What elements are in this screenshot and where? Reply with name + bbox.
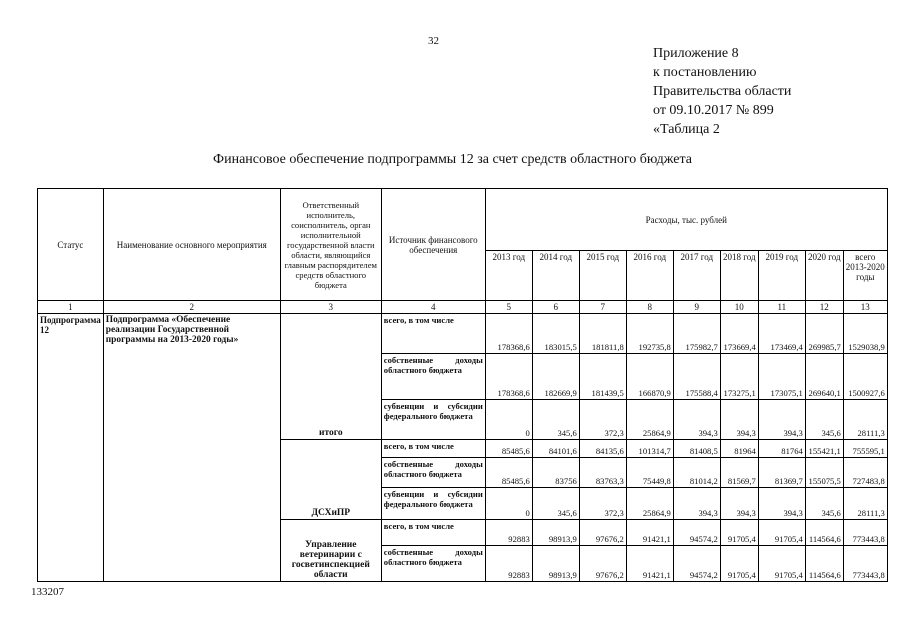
page-number: 32 [428, 35, 439, 47]
column-number: 3 [280, 301, 381, 314]
value-cell: 81014,2 [673, 458, 720, 488]
value-cell: 345,6 [532, 400, 579, 440]
value-cell: 81964 [720, 440, 758, 458]
value-cell: 94574,2 [673, 546, 720, 582]
total-value-cell: 28111,3 [843, 488, 887, 520]
value-cell: 173669,4 [720, 314, 758, 354]
value-cell: 92883 [485, 520, 532, 546]
value-cell: 0 [485, 488, 532, 520]
source-cell: собственные доходы областного бюджета [381, 546, 485, 582]
value-cell: 155421,1 [805, 440, 843, 458]
source-cell: собственные доходы областного бюджета [381, 458, 485, 488]
column-number: 13 [843, 301, 887, 314]
financing-table [37, 188, 888, 582]
value-cell: 97676,2 [579, 520, 626, 546]
status-cell: Подпрограмма 12 [38, 314, 104, 582]
responsible-cell: ДСХиПР [280, 440, 381, 520]
value-cell: 75449,8 [626, 458, 673, 488]
value-cell: 178368,6 [485, 354, 532, 400]
value-cell: 98913,9 [532, 520, 579, 546]
value-cell: 84101,6 [532, 440, 579, 458]
value-cell: 394,3 [673, 488, 720, 520]
value-cell: 91705,4 [720, 546, 758, 582]
column-number: 1 [38, 301, 104, 314]
value-cell: 394,3 [758, 488, 805, 520]
value-cell: 114564,6 [805, 546, 843, 582]
header-year: 2017 год [673, 251, 720, 301]
column-number: 6 [532, 301, 579, 314]
total-value-cell: 773443,8 [843, 520, 887, 546]
source-cell: всего, в том числе [381, 314, 485, 354]
value-cell: 81408,5 [673, 440, 720, 458]
value-cell: 173075,1 [758, 354, 805, 400]
header-status: Статус [38, 189, 104, 301]
value-cell: 192735,8 [626, 314, 673, 354]
value-cell: 394,3 [720, 400, 758, 440]
responsible-cell: итого [280, 314, 381, 440]
source-cell: всего, в том числе [381, 520, 485, 546]
column-number: 11 [758, 301, 805, 314]
total-value-cell: 1500927,6 [843, 354, 887, 400]
value-cell: 372,3 [579, 400, 626, 440]
column-number: 8 [626, 301, 673, 314]
column-number: 7 [579, 301, 626, 314]
annex-line: Правительства области [653, 84, 792, 99]
total-value-cell: 755595,1 [843, 440, 887, 458]
value-cell: 372,3 [579, 488, 626, 520]
header-responsible: Ответственный исполнитель, соисполнитель, орган исполнительной государственной власти области, являющийся главным распорядителем средств областного бюджета [280, 189, 381, 301]
source-cell: субвенции и субсидии федерального бюджета [381, 400, 485, 440]
value-cell: 91705,4 [758, 546, 805, 582]
source-cell: всего, в том числе [381, 440, 485, 458]
value-cell: 175982,7 [673, 314, 720, 354]
total-value-cell: 28111,3 [843, 400, 887, 440]
value-cell: 269640,1 [805, 354, 843, 400]
value-cell: 394,3 [758, 400, 805, 440]
value-cell: 92883 [485, 546, 532, 582]
value-cell: 114564,6 [805, 520, 843, 546]
value-cell: 81569,7 [720, 458, 758, 488]
value-cell: 101314,7 [626, 440, 673, 458]
column-number: 2 [103, 301, 280, 314]
event-name-cell: Подпрограмма «Обеспечение реализации Государственной программы на 2013-2020 годы» [103, 314, 280, 582]
table-row [38, 314, 888, 354]
value-cell: 91421,1 [626, 520, 673, 546]
column-number: 9 [673, 301, 720, 314]
value-cell: 85485,6 [485, 440, 532, 458]
annex-line: к постановлению [653, 65, 757, 80]
value-cell: 181439,5 [579, 354, 626, 400]
source-cell: субвенции и субсидии федерального бюджета [381, 488, 485, 520]
column-number: 4 [381, 301, 485, 314]
value-cell: 0 [485, 400, 532, 440]
value-cell: 175588,4 [673, 354, 720, 400]
value-cell: 83763,3 [579, 458, 626, 488]
column-number: 5 [485, 301, 532, 314]
value-cell: 166870,9 [626, 354, 673, 400]
value-cell: 94574,2 [673, 520, 720, 546]
value-cell: 345,6 [805, 400, 843, 440]
header-year-total: всего 2013-2020 годы [843, 251, 887, 301]
source-cell: собственные доходы областного бюджета [381, 354, 485, 400]
value-cell: 181811,8 [579, 314, 626, 354]
responsible-cell: Управление ветеринарии с госветинспекцией области [280, 520, 381, 582]
value-cell: 83756 [532, 458, 579, 488]
header-year: 2020 год [805, 251, 843, 301]
value-cell: 173275,1 [720, 354, 758, 400]
value-cell: 84135,6 [579, 440, 626, 458]
value-cell: 25864,9 [626, 400, 673, 440]
footer-code: 133207 [31, 586, 64, 598]
total-value-cell: 727483,8 [843, 458, 887, 488]
header-year: 2015 год [579, 251, 626, 301]
value-cell: 394,3 [720, 488, 758, 520]
value-cell: 91705,4 [758, 520, 805, 546]
value-cell: 91421,1 [626, 546, 673, 582]
header-year: 2016 год [626, 251, 673, 301]
value-cell: 81764 [758, 440, 805, 458]
value-cell: 25864,9 [626, 488, 673, 520]
total-value-cell: 1529038,9 [843, 314, 887, 354]
annex-line: от 09.10.2017 № 899 [653, 103, 774, 118]
header-year: 2013 год [485, 251, 532, 301]
document-title: Финансовое обеспечение подпрограммы 12 за счет средств областного бюджета [213, 152, 692, 167]
value-cell: 178368,6 [485, 314, 532, 354]
value-cell: 81369,7 [758, 458, 805, 488]
header-expenses: Расходы, тыс. рублей [485, 189, 887, 251]
header-year: 2014 год [532, 251, 579, 301]
header-year: 2019 год [758, 251, 805, 301]
value-cell: 91705,4 [720, 520, 758, 546]
annex-line: Приложение 8 [653, 46, 739, 61]
column-number: 12 [805, 301, 843, 314]
header-source: Источник финансового обеспечения [381, 189, 485, 301]
total-value-cell: 773443,8 [843, 546, 887, 582]
value-cell: 173469,4 [758, 314, 805, 354]
annex-line: «Таблица 2 [653, 122, 720, 137]
value-cell: 269985,7 [805, 314, 843, 354]
header-event-name: Наименование основного мероприятия [103, 189, 280, 301]
value-cell: 345,6 [532, 488, 579, 520]
value-cell: 98913,9 [532, 546, 579, 582]
value-cell: 182669,9 [532, 354, 579, 400]
value-cell: 97676,2 [579, 546, 626, 582]
header-year: 2018 год [720, 251, 758, 301]
column-number: 10 [720, 301, 758, 314]
value-cell: 155075,5 [805, 458, 843, 488]
value-cell: 394,3 [673, 400, 720, 440]
annex-block [653, 44, 791, 139]
value-cell: 183015,5 [532, 314, 579, 354]
value-cell: 345,6 [805, 488, 843, 520]
value-cell: 85485,6 [485, 458, 532, 488]
